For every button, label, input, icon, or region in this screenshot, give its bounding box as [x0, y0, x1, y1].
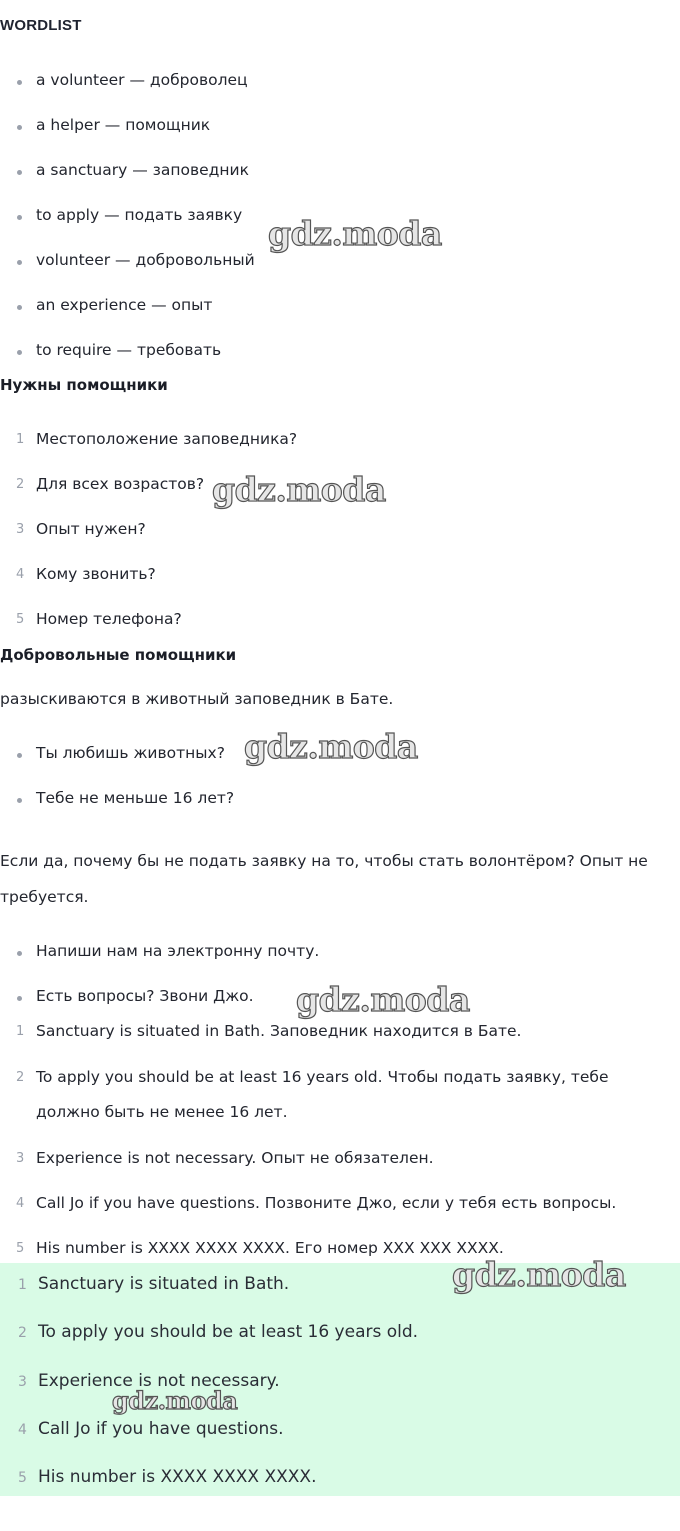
final-answer-item: Call Jo if you have questions. [38, 1419, 284, 1439]
question-item: Кому звонить? [36, 565, 156, 583]
bullet-icon [17, 260, 22, 265]
wordlist-item: a volunteer — доброволец [36, 71, 248, 89]
ad-bullet: Напиши нам на электронну почту. [36, 942, 320, 960]
wordlist-item: a sanctuary — заповедник [36, 161, 249, 179]
answer-item: Sanctuary is situated in Bath. Заповедник находится в Бате. [36, 1022, 522, 1040]
bullet-icon [17, 215, 22, 220]
watermark-logo: gdz.moda [452, 1255, 626, 1294]
ad-bullet: Тебе не меньше 16 лет? [36, 789, 235, 807]
ad-bullet: Ты любишь животных? [36, 744, 225, 762]
answer-item: His number is XXXX XXXX XXXX. Его номер XXX XXX XXXX. [36, 1239, 504, 1257]
list-number: 5 [16, 1241, 25, 1256]
list-number: 3 [16, 1151, 25, 1166]
final-answer-item: Sanctuary is situated in Bath. [38, 1274, 290, 1294]
list-number: 5 [18, 1470, 27, 1486]
bullet-icon [17, 80, 22, 85]
answer-item: Call Jo if you have questions. Позвоните Джо, если у тебя есть вопросы. [36, 1194, 617, 1212]
list-number: 3 [18, 1374, 27, 1390]
bullet-icon [17, 798, 22, 803]
bullet-icon [17, 170, 22, 175]
answer-item: Experience is not necessary. Опыт не обязателен. [36, 1149, 434, 1167]
list-number: 1 [16, 1024, 25, 1039]
wordlist-item: volunteer — добровольный [36, 251, 255, 269]
wordlist-item: an experience — опыт [36, 296, 213, 314]
list-number: 2 [18, 1325, 27, 1341]
list-number: 1 [18, 1277, 27, 1293]
wordlist-title: WORDLIST [0, 17, 82, 34]
final-answer-item: His number is XXXX XXXX XXXX. [38, 1467, 317, 1487]
bullet-icon [17, 951, 22, 956]
questions-heading: Нужны помощники [0, 376, 168, 394]
list-number: 2 [16, 477, 25, 492]
list-number: 4 [16, 1196, 25, 1211]
question-item: Местоположение заповедника? [36, 430, 298, 448]
watermark-logo: gdz.moda [112, 1386, 238, 1415]
wordlist-item: to require — требовать [36, 341, 222, 359]
question-item: Для всех возрастов? [36, 475, 205, 493]
ad-paragraph: Если да, почему бы не подать заявку на то, чтобы стать волонтёром? Опыт не требуется. [0, 852, 648, 906]
bullet-icon [17, 753, 22, 758]
bullet-icon [17, 350, 22, 355]
ad-bullet: Есть вопросы? Звони Джо. [36, 987, 254, 1005]
watermark-logo: gdz.moda [244, 727, 418, 766]
watermark-logo: gdz.moda [212, 470, 386, 509]
watermark-logo: gdz.moda [268, 214, 442, 253]
ad-heading: Добровольные помощники [0, 646, 237, 664]
bullet-icon [17, 996, 22, 1001]
wordlist-item: a helper — помощник [36, 116, 211, 134]
list-number: 1 [16, 432, 25, 447]
answer-item-continued: должно быть не менее 16 лет. [36, 1103, 288, 1121]
wordlist-item: to apply — подать заявку [36, 206, 243, 224]
answer-item: To apply you should be at least 16 years old. Чтобы подать заявку, тебе [36, 1068, 609, 1086]
ad-intro: разыскиваются в животный заповедник в Бате. [0, 690, 394, 708]
final-answer-item: Experience is not necessary. [38, 1371, 280, 1391]
list-number: 4 [18, 1422, 27, 1438]
final-answer-item: To apply you should be at least 16 years old. [38, 1322, 419, 1342]
question-item: Опыт нужен? [36, 520, 146, 538]
list-number: 4 [16, 567, 25, 582]
question-item: Номер телефона? [36, 610, 182, 628]
list-number: 3 [16, 522, 25, 537]
watermark-logo: gdz.moda [296, 980, 470, 1019]
list-number: 2 [16, 1070, 25, 1085]
bullet-icon [17, 305, 22, 310]
list-number: 5 [16, 612, 25, 627]
bullet-icon [17, 125, 22, 130]
